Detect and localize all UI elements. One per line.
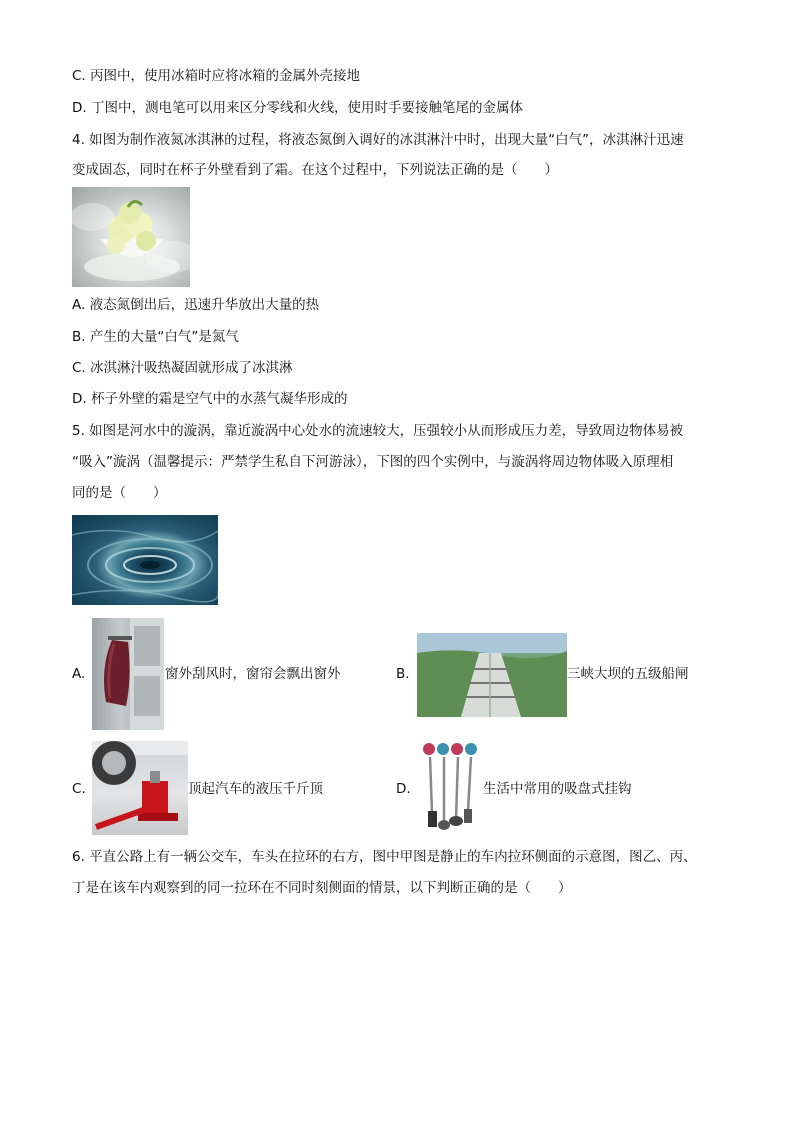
hydraulic-jack-image	[92, 741, 188, 835]
q5-option-c-text: 顶起汽车的液压千斤顶	[188, 781, 323, 797]
q5-option-d-label: D.	[396, 781, 411, 797]
q5-option-b-text: 三峡大坝的五级船闸	[567, 666, 689, 682]
q5-option-c-label: C.	[72, 781, 86, 797]
q5-option-a-text: 窗外刮风时，窗帘会飘出窗外	[165, 666, 341, 682]
q6-stem-line2: 丁是在该车内观察到的同一拉环在不同时刻侧面的情景，以下判断正确的是（ ）	[72, 880, 572, 896]
q4-option-d: D. 杯子外壁的霜是空气中的水蒸气凝华形成的	[72, 391, 348, 407]
suction-cup-hooks-image	[420, 741, 480, 833]
liquid-nitrogen-ice-cream-image	[72, 187, 190, 287]
river-whirlpool-image	[72, 515, 218, 605]
q6-stem-line1: 6. 平直公路上有一辆公交车，车头在拉环的右方，图中甲图是静止的车内拉环侧面的示意图，图乙、丙、	[72, 849, 697, 865]
curtain-window-image	[92, 618, 164, 730]
q5-option-d-text: 生活中常用的吸盘式挂钩	[483, 781, 632, 797]
q5-option-b-label: B.	[396, 666, 410, 682]
q4-option-c: C. 冰淇淋汁吸热凝固就形成了冰淇淋	[72, 360, 293, 376]
q4-stem-line2: 变成固态，同时在杯子外壁看到了霜。在这个过程中，下列说法正确的是（ ）	[72, 162, 558, 178]
q4-option-a: A. 液态氮倒出后，迅速升华放出大量的热	[72, 297, 320, 313]
three-gorges-ship-lock-image	[417, 633, 567, 717]
q5-stem-line3: 同的是（ ）	[72, 485, 167, 501]
q4-stem-line1: 4. 如图为制作液氮冰淇淋的过程，将液态氮倒入调好的冰淇淋汁中时，出现大量“白气”，冰淇淋汁迅速	[72, 132, 684, 148]
q5-stem-line2: “吸入”漩涡（温馨提示：严禁学生私自下河游泳），下图的四个实例中，与漩涡将周边物体吸入原理相	[72, 454, 674, 470]
q3-option-d: D. 丁图中，测电笔可以用来区分零线和火线，使用时手要接触笔尾的金属体	[72, 100, 523, 116]
q5-stem-line1: 5. 如图是河水中的漩涡，靠近漩涡中心处水的流速较大，压强较小从而形成压力差，导致周边物体易被	[72, 423, 684, 439]
q4-option-b: B. 产生的大量“白气”是氮气	[72, 329, 239, 345]
q3-option-c: C. 丙图中，使用冰箱时应将冰箱的金属外壳接地	[72, 68, 361, 84]
q5-option-a-label: A.	[72, 666, 86, 682]
